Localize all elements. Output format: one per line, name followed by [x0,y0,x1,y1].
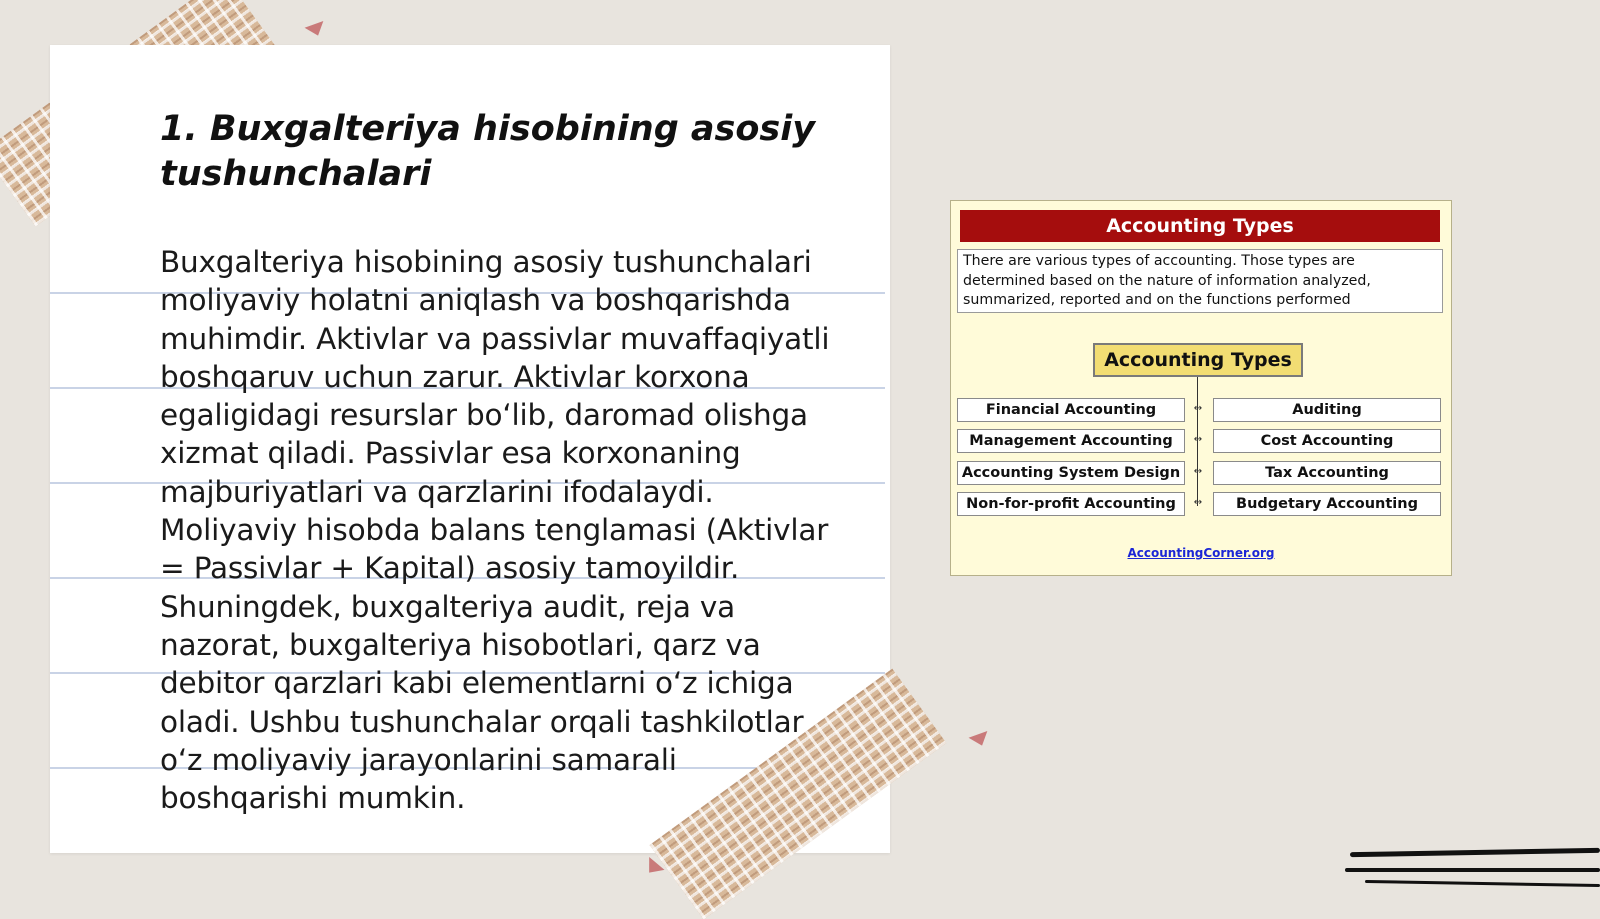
double-arrow-icon: ↔ [1193,497,1203,508]
figure-center-label: Accounting Types [1093,343,1303,377]
figure-left-item: Non-for-profit Accounting [957,492,1185,516]
figure-right-item: Auditing [1213,398,1441,422]
double-arrow-icon: ↔ [1193,466,1203,477]
figure-right-item: Budgetary Accounting [1213,492,1441,516]
scribble-line [1345,868,1600,872]
scribble-line [1365,880,1600,887]
figure-source-link[interactable]: AccountingCorner.org [1127,546,1275,560]
figure-right-item: Tax Accounting [1213,461,1441,485]
slide-title: 1. Buxgalteriya hisobining asosiy tushunchalari [160,109,816,194]
figure-left-item: Accounting System Design [957,461,1185,485]
accounting-types-figure [950,200,1452,576]
figure-left-item: Management Accounting [957,429,1185,453]
figure-banner: Accounting Types [960,210,1440,242]
slide-body-text: Buxgalteriya hisobining asosiy tushunchalari moliyaviy holatni aniqlash va boshqarishda muhimdir. Aktivlar va passivlar muvaffaqiyatli boshqaruv uchun zarur. Aktivlar korxona egaligidagi resurslar bo‘lib, daromad olishga xizmat qiladi. Passivlar esa korxonaning majburiyatlari va qarzlarini ifodalaydi. Moliyaviy hisobda balans tenglamasi (Aktivlar = Passivlar + Kapital) asosiy tamoyildir. Shuningdek, buxgalteriya audit, reja va nazorat, buxgalteriya hisobotlari, qarz va debitor qarzlari kabi elementlarni o‘z ichiga oladi. Ushbu tushunchalar orqali tashkilotlar o‘z moliyaviy jarayonlarini samarali boshqarishi mumkin. [160,245,830,816]
double-arrow-icon: ↔ [1193,403,1203,414]
tape-tip-top [305,21,328,39]
figure-left-item: Financial Accounting [957,398,1185,422]
tape-tip-bottom [969,731,992,749]
scribble-line [1350,848,1600,857]
notebook-paper [50,45,890,853]
double-arrow-icon: ↔ [1193,434,1203,445]
figure-right-item: Cost Accounting [1213,429,1441,453]
figure-description: There are various types of accounting. Those types are determined based on the nature of information analyzed, summarized, reported and on the functions performed [957,249,1443,313]
